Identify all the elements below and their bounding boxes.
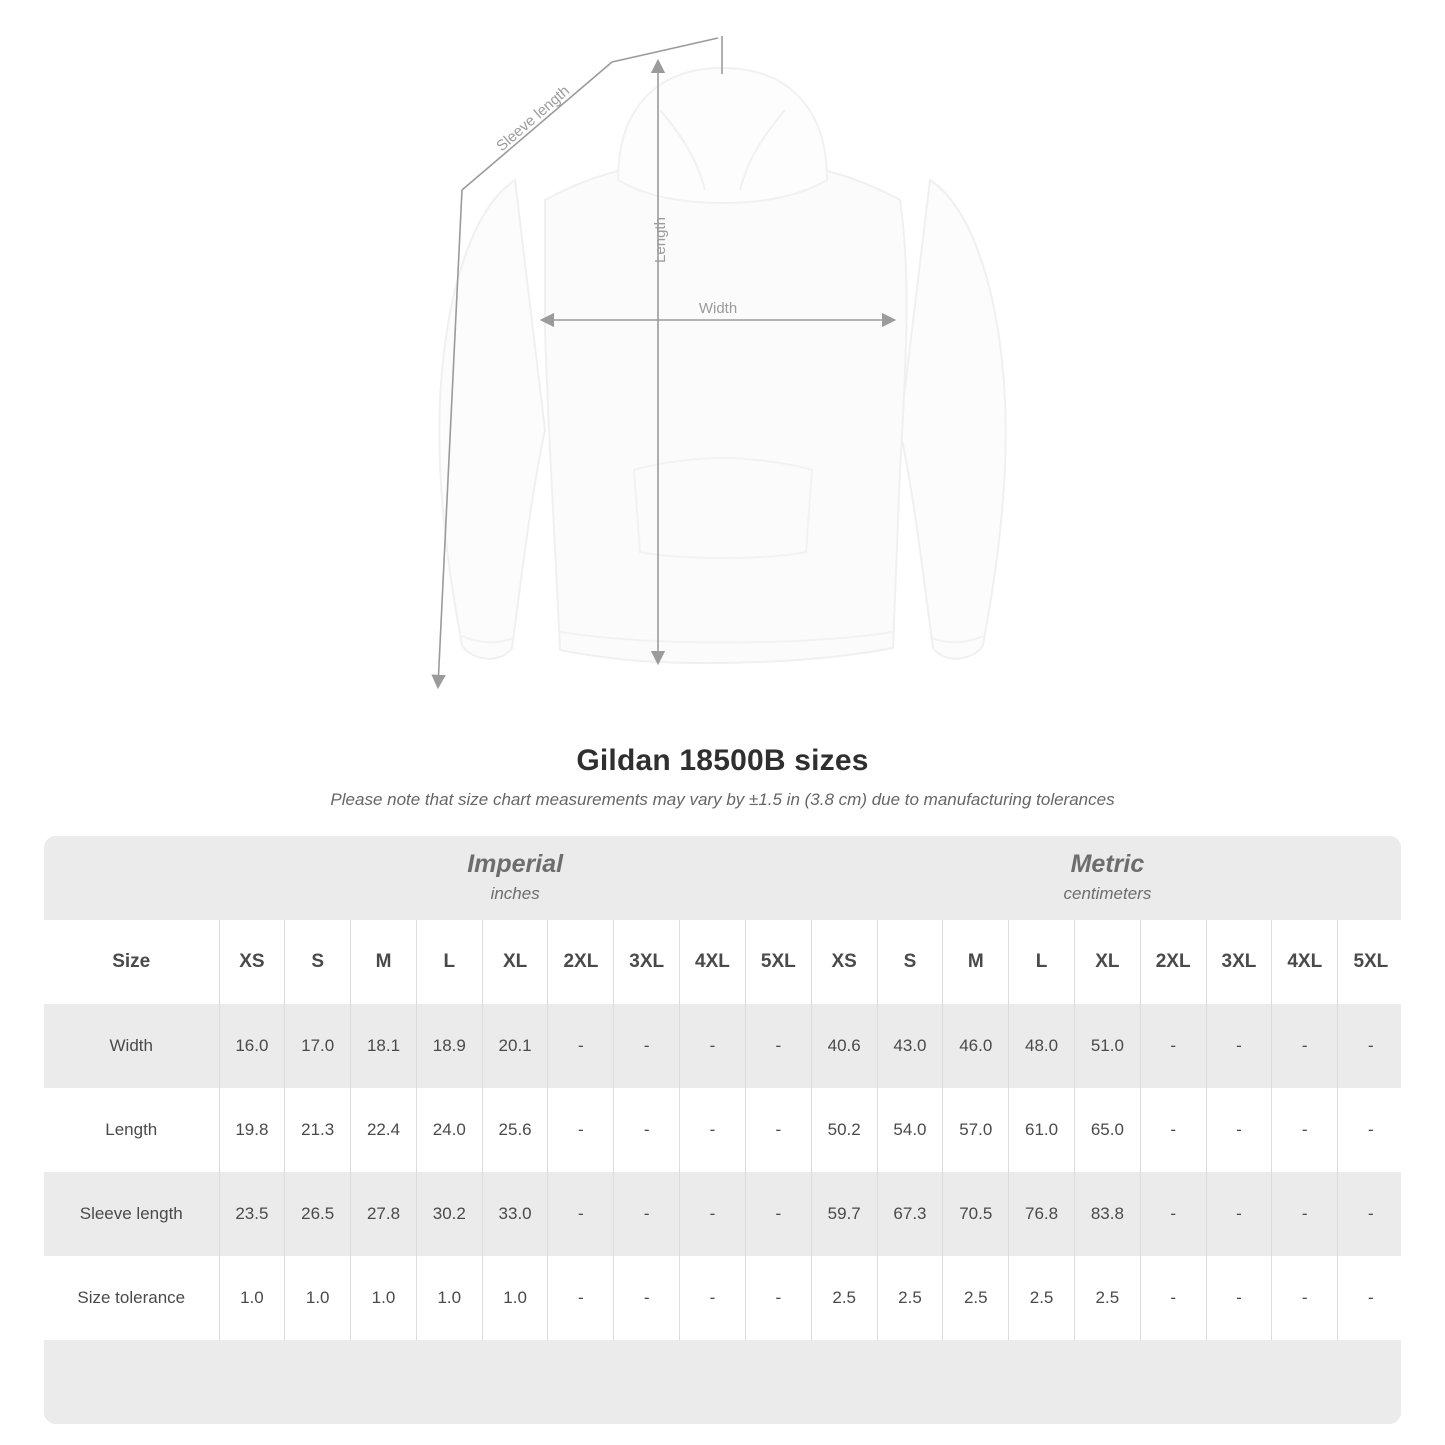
size-header-cell: 5XL: [745, 920, 811, 1004]
table-cell: 40.6: [811, 1004, 877, 1088]
table-cell: 50.2: [811, 1088, 877, 1172]
size-header-cell: 5XL: [1338, 920, 1401, 1004]
table-cell: -: [1338, 1088, 1401, 1172]
size-header-cell: 2XL: [1140, 920, 1206, 1004]
table-cell: -: [1206, 1256, 1272, 1340]
table-cell: 21.3: [285, 1088, 351, 1172]
table-cell: -: [745, 1004, 811, 1088]
table-cell: -: [614, 1004, 680, 1088]
table-cell: -: [1140, 1256, 1206, 1340]
size-header-cell: XL: [1074, 920, 1140, 1004]
row-label: Length: [44, 1088, 219, 1172]
label-sleeve-length: Sleeve length: [493, 82, 573, 155]
chart-title: Gildan 18500B sizes: [576, 744, 869, 777]
title-block: [0, 744, 1445, 810]
chart-note: Please note that size chart measurements may vary by ±1.5 in (3.8 cm) due to manufacturing tolerances: [330, 790, 1115, 809]
table-cell: 1.0: [219, 1256, 285, 1340]
size-header-cell: S: [877, 920, 943, 1004]
table-cell: 57.0: [943, 1088, 1009, 1172]
table-cell: 20.1: [482, 1004, 548, 1088]
table-row: [44, 1172, 1401, 1256]
table-cell: 23.5: [219, 1172, 285, 1256]
table-cell: -: [548, 1256, 614, 1340]
table-cell: -: [1272, 1088, 1338, 1172]
table-cell: 1.0: [416, 1256, 482, 1340]
size-header-cell: M: [351, 920, 417, 1004]
size-header-cell: XL: [482, 920, 548, 1004]
table-cell: 1.0: [482, 1256, 548, 1340]
table-cell: -: [548, 1004, 614, 1088]
table-cell: -: [1338, 1004, 1401, 1088]
table-cell: 70.5: [943, 1172, 1009, 1256]
size-header-label: Size: [44, 920, 219, 1004]
unit-units-label: centimeters: [1063, 884, 1152, 904]
size-header-cell: XS: [219, 920, 285, 1004]
table-cell: 54.0: [877, 1088, 943, 1172]
size-header-cell: 3XL: [614, 920, 680, 1004]
table-cell: 2.5: [1009, 1256, 1075, 1340]
table-cell: -: [548, 1172, 614, 1256]
table-cell: 24.0: [416, 1088, 482, 1172]
table-cell: 76.8: [1009, 1172, 1075, 1256]
table-cell: 1.0: [351, 1256, 417, 1340]
size-header-cell: L: [416, 920, 482, 1004]
table-cell: 1.0: [285, 1256, 351, 1340]
table-cell: 51.0: [1074, 1004, 1140, 1088]
table-cell: 48.0: [1009, 1004, 1075, 1088]
size-header-cell: XS: [811, 920, 877, 1004]
unit-system-label: Imperial: [467, 849, 564, 878]
table-cell: 83.8: [1074, 1172, 1140, 1256]
table-cell: -: [1272, 1004, 1338, 1088]
table-cell: 19.8: [219, 1088, 285, 1172]
size-table: [44, 836, 1401, 1424]
table-row: [44, 1004, 1401, 1088]
table-cell: 46.0: [943, 1004, 1009, 1088]
table-cell: -: [680, 1256, 746, 1340]
table-cell: -: [1338, 1256, 1401, 1340]
table-row: [44, 1256, 1401, 1340]
table-cell: 17.0: [285, 1004, 351, 1088]
table-cell: 59.7: [811, 1172, 877, 1256]
unit-group-imperial: [219, 836, 811, 920]
table-cell: 2.5: [943, 1256, 1009, 1340]
row-label: Sleeve length: [44, 1172, 219, 1256]
table-cell: -: [1140, 1088, 1206, 1172]
table-cell: 43.0: [877, 1004, 943, 1088]
size-header-row: [44, 920, 1401, 1004]
table-cell: -: [1140, 1004, 1206, 1088]
table-cell: 33.0: [482, 1172, 548, 1256]
label-length: Length: [652, 217, 669, 263]
table-cell: -: [680, 1004, 746, 1088]
label-width: Width: [698, 300, 738, 317]
table-cell: 25.6: [482, 1088, 548, 1172]
table-cell: 2.5: [877, 1256, 943, 1340]
size-header-cell: 3XL: [1206, 920, 1272, 1004]
footer-band-cell: [44, 1340, 1401, 1424]
table-cell: 67.3: [877, 1172, 943, 1256]
size-header-cell: 4XL: [1272, 920, 1338, 1004]
table-cell: 16.0: [219, 1004, 285, 1088]
table-cell: 26.5: [285, 1172, 351, 1256]
table-cell: -: [1206, 1004, 1272, 1088]
table-cell: -: [680, 1172, 746, 1256]
size-header-cell: L: [1009, 920, 1075, 1004]
table-cell: -: [745, 1172, 811, 1256]
table-cell: -: [614, 1088, 680, 1172]
table-cell: 2.5: [1074, 1256, 1140, 1340]
table-cell: -: [614, 1256, 680, 1340]
unit-system-label: Metric: [1070, 849, 1145, 878]
table-cell: 18.9: [416, 1004, 482, 1088]
table-cell: -: [1272, 1172, 1338, 1256]
table-cell: -: [745, 1088, 811, 1172]
table-cell: 61.0: [1009, 1088, 1075, 1172]
table-cell: -: [548, 1088, 614, 1172]
table-cell: -: [1140, 1172, 1206, 1256]
hoodie-shape: [439, 68, 1005, 663]
unit-header-row: [44, 836, 1401, 920]
table-cell: -: [745, 1256, 811, 1340]
size-header-cell: M: [943, 920, 1009, 1004]
unit-header-spacer: [44, 836, 219, 920]
table-cell: -: [680, 1088, 746, 1172]
size-header-cell: 2XL: [548, 920, 614, 1004]
table-cell: 2.5: [811, 1256, 877, 1340]
table-cell: 18.1: [351, 1004, 417, 1088]
table-cell: 30.2: [416, 1172, 482, 1256]
unit-group-metric: [811, 836, 1401, 920]
table-cell: -: [1206, 1172, 1272, 1256]
size-header-cell: 4XL: [680, 920, 746, 1004]
table-cell: 22.4: [351, 1088, 417, 1172]
table-cell: -: [1338, 1172, 1401, 1256]
row-label: Width: [44, 1004, 219, 1088]
table-footer-band: [44, 1340, 1401, 1424]
table-cell: 27.8: [351, 1172, 417, 1256]
row-label: Size tolerance: [44, 1256, 219, 1340]
size-table-wrap: [44, 836, 1401, 1424]
size-header-cell: S: [285, 920, 351, 1004]
table-cell: -: [614, 1172, 680, 1256]
garment-illustration: [0, 0, 1445, 720]
table-row: [44, 1088, 1401, 1172]
table-cell: 65.0: [1074, 1088, 1140, 1172]
unit-units-label: inches: [490, 884, 540, 904]
table-cell: -: [1272, 1256, 1338, 1340]
table-cell: -: [1206, 1088, 1272, 1172]
